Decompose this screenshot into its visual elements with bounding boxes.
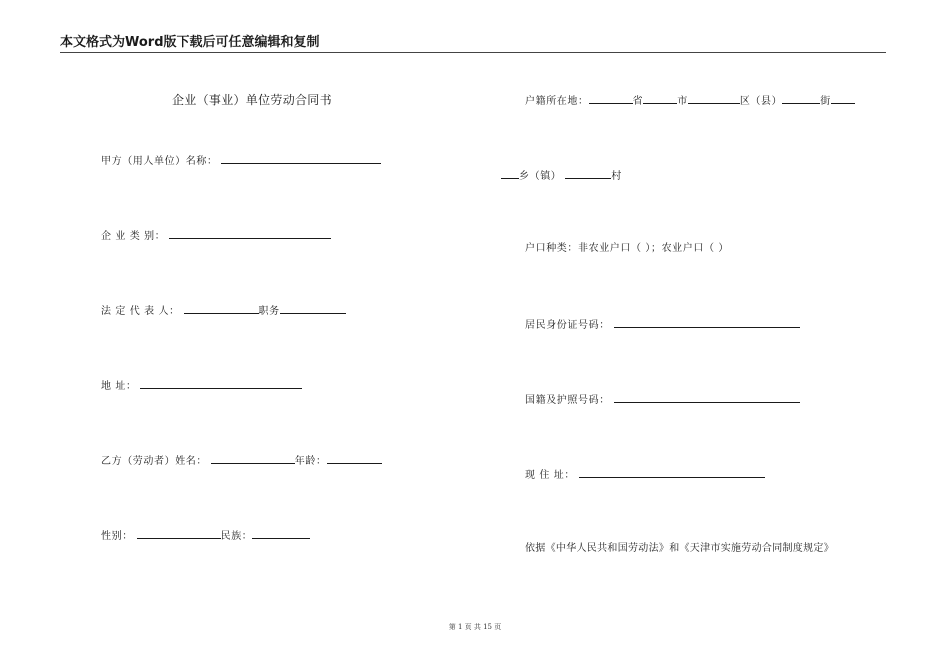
position-blank [280, 303, 346, 314]
header-text: 本文格式为Word版下载后可任意编辑和复制 [60, 35, 320, 50]
village-blank [565, 168, 611, 179]
household-type-label: 户口种类：非农业户口（ ）；农业户口（ ） [525, 243, 729, 254]
province-label: 省 [632, 96, 644, 107]
legal-rep-row [101, 303, 346, 319]
current-address-row [525, 467, 765, 483]
gender-blank [137, 528, 221, 539]
ethnicity-blank [252, 528, 310, 539]
household-row [525, 93, 855, 109]
street-blank [782, 93, 820, 104]
id-number-blank [614, 317, 800, 328]
city-label: 市 [677, 96, 688, 107]
current-address-label: 现 住 址： [525, 470, 575, 481]
village-label: 村 [611, 171, 622, 182]
nationality-label: 国籍及护照号码： [525, 395, 610, 406]
basis-text: 依据《中华人民共和国劳动法》和《天津市实施劳动合同制度规定》 [525, 543, 834, 554]
household-type-row [525, 242, 729, 256]
district-blank [688, 93, 740, 104]
id-number-row [525, 317, 800, 333]
township-row [501, 168, 622, 184]
basis-row [525, 542, 834, 556]
party-a-name-blank [221, 153, 381, 164]
street-trailing-blank [831, 93, 855, 104]
id-number-label: 居民身份证号码： [525, 320, 610, 331]
township-blank [501, 168, 519, 179]
contract-title: 企业（事业）单位劳动合同书 [172, 93, 332, 107]
party-b-name-row [101, 453, 382, 469]
position-label: 职务 [258, 306, 280, 317]
township-label: 乡（镇） [519, 171, 562, 182]
age-label: 年龄： [294, 456, 327, 467]
gender-row [101, 528, 310, 544]
page-footer: 第 1 页 共 15 页 [448, 623, 502, 631]
enterprise-type-row [101, 228, 331, 244]
street-label: 街 [820, 96, 831, 107]
current-address-blank [579, 467, 765, 478]
legal-rep-label: 法 定 代 表 人： [101, 306, 180, 317]
address-blank [140, 378, 302, 389]
ethnicity-label: 民族： [220, 531, 253, 542]
party-a-name-row [101, 153, 381, 169]
document-header [60, 34, 886, 53]
city-blank [643, 93, 677, 104]
nationality-blank [614, 392, 800, 403]
address-label: 地 址： [101, 381, 137, 392]
legal-rep-blank [184, 303, 259, 314]
party-a-name-label: 甲方（用人单位）名称： [101, 156, 218, 167]
household-label: 户籍所在地： [525, 96, 589, 107]
address-row [101, 378, 302, 394]
enterprise-type-label: 企 业 类 别： [101, 231, 166, 242]
party-b-name-label: 乙方（劳动者）姓名： [101, 456, 207, 467]
province-blank [589, 93, 633, 104]
nationality-row [525, 392, 800, 408]
gender-label: 性别： [101, 531, 133, 542]
party-b-name-blank [211, 453, 295, 464]
age-blank [327, 453, 382, 464]
enterprise-type-blank [169, 228, 331, 239]
district-label: 区（县） [739, 96, 783, 107]
